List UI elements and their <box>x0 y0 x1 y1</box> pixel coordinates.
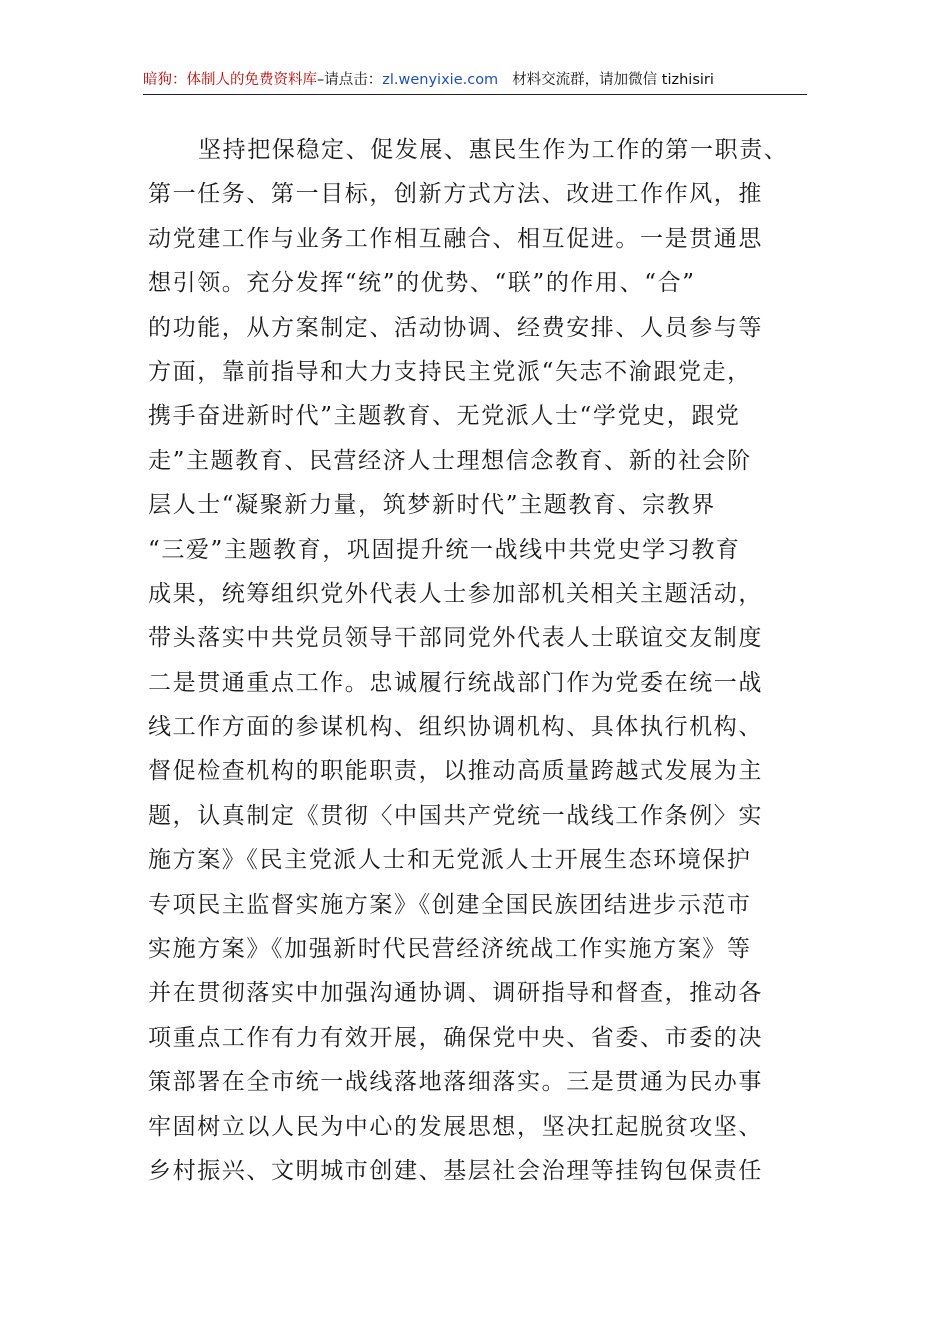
header-brand: 暗狗：体制人的免费资料库 <box>143 72 317 88</box>
text-line: 二是贯通重点工作。忠诚履行统战部门作为党委在统一战 <box>148 669 763 696</box>
text-line: 方面，靠前指导和大力支持民主党派“矢志不渝跟党走， <box>148 358 752 385</box>
text-line: 督促检查机构的职能职责，以推动高质量跨越式发展为主 <box>148 758 763 785</box>
header-link[interactable]: zl.wenyixie.com <box>382 72 499 88</box>
text-line: 携手奋进新时代”主题教育、无党派人士“学党史，跟党 <box>148 403 741 430</box>
text-line: 施方案》《民主党派人士和无党派人士开展生态环境保护 <box>148 847 752 874</box>
text-line: 坚持把保稳定、促发展、惠民生作为工作的第一职责、 <box>198 137 789 163</box>
text-line: 层人士“凝聚新力量，筑梦新时代”主题教育、宗教界 <box>148 492 716 519</box>
text-line: “三爱”主题教育，巩固提升统一战线中共党史学习教育 <box>148 536 741 563</box>
text-line: 题，认真制定《贯彻〈中国共产党统一战线工作条例〉实 <box>148 802 763 829</box>
text-line: 专项民主监督实施方案》《创建全国民族团结进步示范市 <box>148 891 752 918</box>
text-line: 线工作方面的参谋机构、组织协调机构、具体执行机构、 <box>148 714 763 741</box>
page-header <box>143 66 807 95</box>
text-line: 牢固树立以人民为中心的发展思想，坚决扛起脱贫攻坚、 <box>148 1113 763 1140</box>
header-prompt: –请点击： <box>317 72 383 88</box>
body-paragraph <box>148 128 808 1193</box>
text-line: 乡村振兴、文明城市创建、基层社会治理等挂钩包保责任 <box>148 1157 763 1184</box>
text-line: 第一任务、第一目标，创新方式方法、改进工作作风，推 <box>148 181 763 208</box>
text-line: 想引领。充分发挥“统”的优势、“联”的作用、“合” <box>148 270 696 297</box>
text-line: 并在贯彻落实中加强沟通协调、调研指导和督查，推动各 <box>148 980 763 1007</box>
text-line: 实施方案》《加强新时代民营经济统战工作实施方案》等 <box>148 936 752 963</box>
text-line: 策部署在全市统一战线落地落细落实。三是贯通为民办事 <box>148 1069 763 1096</box>
text-line: 的功能，从方案制定、活动协调、经费安排、人员参与等 <box>148 314 763 341</box>
text-line: 动党建工作与业务工作相互融合、相互促进。一是贯通思 <box>148 225 763 252</box>
text-line: 走”主题教育、民营经济人士理想信念教育、新的社会阶 <box>148 447 752 474</box>
text-line: 成果，统筹组织党外代表人士参加部机关相关主题活动， <box>148 580 763 607</box>
text-line: 项重点工作有力有效开展，确保党中央、省委、市委的决 <box>148 1024 763 1051</box>
text-line: 带头落实中共党员领导干部同党外代表人士联谊交友制度 <box>148 625 763 652</box>
header-note: 材料交流群，请加微信 tizhisiri <box>512 72 714 88</box>
